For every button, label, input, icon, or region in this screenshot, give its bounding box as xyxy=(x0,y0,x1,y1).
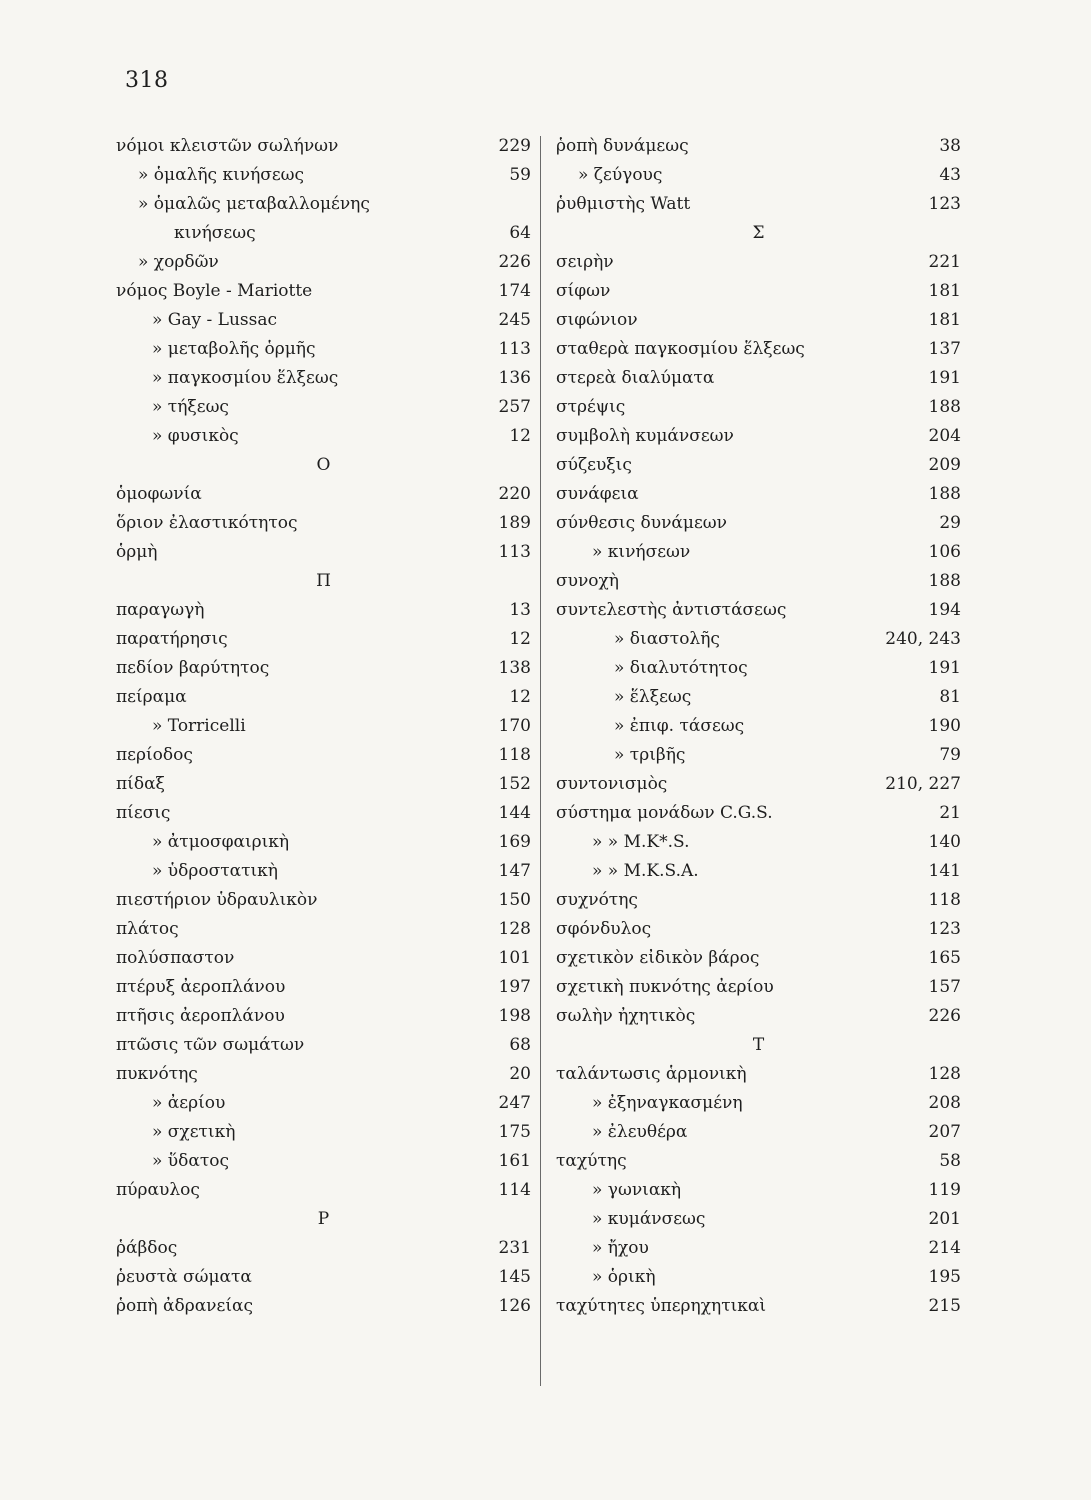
index-entry xyxy=(556,944,961,973)
index-entry xyxy=(556,1292,961,1321)
index-page-number: 12 xyxy=(509,426,531,446)
index-entry xyxy=(116,1147,531,1176)
index-entry xyxy=(116,625,531,654)
index-entry xyxy=(116,306,531,335)
index-entry xyxy=(556,1118,961,1147)
index-term: » ἐξηναγκασμένη xyxy=(592,1093,743,1113)
index-page-number: 29 xyxy=(939,513,961,533)
index-page-number: 128 xyxy=(498,919,531,939)
index-term: » ὑδροστατικὴ xyxy=(152,861,278,881)
section-letter-heading xyxy=(116,451,531,480)
index-term: » διαστολῆς xyxy=(614,629,720,649)
index-term: ταλάντωσις ἁρμονικὴ xyxy=(556,1064,747,1084)
index-term: ῥοπὴ δυνάμεως xyxy=(556,136,689,156)
index-entry xyxy=(116,219,531,248)
index-page-number: 231 xyxy=(498,1238,531,1258)
index-term: » διαλυτότητος xyxy=(614,658,748,678)
index-entry xyxy=(556,567,961,596)
index-page-number: 165 xyxy=(928,948,961,968)
index-page-number: 181 xyxy=(928,281,961,301)
index-term: » παγκοσμίου ἕλξεως xyxy=(152,368,339,388)
index-entry xyxy=(116,1292,531,1321)
index-page-number: 138 xyxy=(498,658,531,678)
index-page-number: 197 xyxy=(498,977,531,997)
index-term: συμβολὴ κυμάνσεων xyxy=(556,426,734,446)
index-page-number: 119 xyxy=(928,1180,961,1200)
index-page-number: 191 xyxy=(928,658,961,678)
index-page-number: 145 xyxy=(498,1267,531,1287)
index-page-number: 214 xyxy=(928,1238,961,1258)
section-letter: Σ xyxy=(752,223,765,243)
index-entry xyxy=(556,248,961,277)
index-term: πτῆσις ἀεροπλάνου xyxy=(116,1006,285,1026)
index-page-number: 144 xyxy=(498,803,531,823)
index-entry xyxy=(116,1002,531,1031)
index-entry xyxy=(556,190,961,219)
index-entry xyxy=(556,364,961,393)
index-term: σωλὴν ἠχητικὸς xyxy=(556,1006,696,1026)
index-entry xyxy=(556,770,961,799)
index-term: ταχύτης xyxy=(556,1151,627,1171)
index-entry xyxy=(556,538,961,567)
index-page-number: 221 xyxy=(928,252,961,272)
index-page-number: 68 xyxy=(509,1035,531,1055)
index-term: νόμοι κλειστῶν σωλήνων xyxy=(116,136,339,156)
index-term: ὁρμὴ xyxy=(116,542,158,562)
index-term: » ἐλευθέρα xyxy=(592,1122,688,1142)
index-term: πίεσις xyxy=(116,803,171,823)
index-entry xyxy=(556,625,961,654)
index-page-number: 81 xyxy=(939,687,961,707)
index-entry xyxy=(556,1176,961,1205)
index-page-number: 113 xyxy=(498,542,531,562)
index-entry xyxy=(556,1089,961,1118)
index-entry xyxy=(116,393,531,422)
index-term: στερεὰ διαλύματα xyxy=(556,368,715,388)
index-entry xyxy=(556,799,961,828)
index-entry xyxy=(116,277,531,306)
index-page-number: 161 xyxy=(498,1151,531,1171)
index-term: περίοδος xyxy=(116,745,193,765)
index-entry xyxy=(556,973,961,1002)
index-entry xyxy=(116,509,531,538)
index-entry xyxy=(556,277,961,306)
index-page-number: 191 xyxy=(928,368,961,388)
section-letter-heading xyxy=(556,1031,961,1060)
index-page-number: 195 xyxy=(928,1267,961,1287)
index-term: παρατήρησις xyxy=(116,629,228,649)
index-entry xyxy=(556,480,961,509)
index-term: συντονισμὸς xyxy=(556,774,668,794)
index-page-number: 245 xyxy=(498,310,531,330)
index-page-number: 13 xyxy=(509,600,531,620)
index-term: » τριβῆς xyxy=(614,745,686,765)
index-entry xyxy=(556,1263,961,1292)
index-page-number: 170 xyxy=(498,716,531,736)
index-page-number: 198 xyxy=(498,1006,531,1026)
section-letter: Π xyxy=(316,571,331,591)
index-entry xyxy=(556,335,961,364)
index-term: σύζευξις xyxy=(556,455,632,475)
index-page-number: 118 xyxy=(928,890,961,910)
index-term: πύραυλος xyxy=(116,1180,200,1200)
index-page-number: 113 xyxy=(498,339,531,359)
index-page-number: 247 xyxy=(498,1093,531,1113)
index-page-number: 152 xyxy=(498,774,531,794)
index-entry xyxy=(116,770,531,799)
index-page-number: 38 xyxy=(939,136,961,156)
index-term: ὁμοφωνία xyxy=(116,484,202,504)
index-page-number: 226 xyxy=(498,252,531,272)
index-entry xyxy=(556,1234,961,1263)
index-page-number: 194 xyxy=(928,600,961,620)
index-term: » ὁρικὴ xyxy=(592,1267,656,1287)
index-term: πίδαξ xyxy=(116,774,165,794)
index-entry xyxy=(116,857,531,886)
index-entry xyxy=(116,799,531,828)
index-entry xyxy=(556,393,961,422)
index-entry xyxy=(556,509,961,538)
index-term: παραγωγὴ xyxy=(116,600,205,620)
index-term: » ὁμαλῶς μεταβαλλομένης xyxy=(138,194,370,214)
index-page-number: 59 xyxy=(509,165,531,185)
index-entry xyxy=(556,161,961,190)
index-term: » ἕλξεως xyxy=(614,687,692,707)
index-entry xyxy=(116,538,531,567)
index-entry xyxy=(116,741,531,770)
index-term: πεδίον βαρύτητος xyxy=(116,658,270,678)
index-term: σύνθεσις δυνάμεων xyxy=(556,513,727,533)
section-letter: Ο xyxy=(316,455,331,475)
index-page-number: 189 xyxy=(498,513,531,533)
section-letter-heading xyxy=(556,219,961,248)
index-entry xyxy=(116,364,531,393)
index-entry xyxy=(116,915,531,944)
index-page-number: 229 xyxy=(498,136,531,156)
index-entry xyxy=(116,132,531,161)
index-page-number: 257 xyxy=(498,397,531,417)
index-term: πτῶσις τῶν σωμάτων xyxy=(116,1035,305,1055)
index-page-number: 181 xyxy=(928,310,961,330)
index-page-number: 204 xyxy=(928,426,961,446)
index-page-number: 190 xyxy=(928,716,961,736)
index-entry xyxy=(556,683,961,712)
index-page-number: 137 xyxy=(928,339,961,359)
index-entry xyxy=(556,422,961,451)
index-entry xyxy=(556,654,961,683)
index-page-number: 207 xyxy=(928,1122,961,1142)
index-entry xyxy=(556,132,961,161)
index-entry xyxy=(556,1147,961,1176)
index-term: » » M.K*.S. xyxy=(592,832,690,852)
index-entry xyxy=(116,1060,531,1089)
index-page-number: 150 xyxy=(498,890,531,910)
index-term: » φυσικὸς xyxy=(152,426,239,446)
index-term: στρέψις xyxy=(556,397,626,417)
index-page-number: 12 xyxy=(509,687,531,707)
index-entry xyxy=(556,596,961,625)
index-term: » χορδῶν xyxy=(138,252,219,272)
index-column-left xyxy=(116,132,531,1321)
section-letter: Τ xyxy=(752,1035,765,1055)
index-term: συνάφεια xyxy=(556,484,639,504)
index-page-number: 114 xyxy=(498,1180,531,1200)
index-page-number: 12 xyxy=(509,629,531,649)
index-entry xyxy=(116,161,531,190)
index-term: » ἤχου xyxy=(592,1238,649,1258)
page-number: 318 xyxy=(125,68,169,93)
index-page-number: 20 xyxy=(509,1064,531,1084)
index-term: ταχύτητες ὑπερηχητικαὶ xyxy=(556,1296,767,1316)
index-entry xyxy=(556,886,961,915)
index-page-number: 169 xyxy=(498,832,531,852)
index-term: συνοχὴ xyxy=(556,571,619,591)
index-term: » μεταβολῆς ὁρμῆς xyxy=(152,339,316,359)
index-term: σχετικὴ πυκνότης ἀερίου xyxy=(556,977,774,997)
index-term: πυκνότης xyxy=(116,1064,198,1084)
index-entry xyxy=(116,828,531,857)
index-term: πιεστήριον ὑδραυλικὸν xyxy=(116,890,318,910)
index-page-number: 226 xyxy=(928,1006,961,1026)
index-term: » ἀερίου xyxy=(152,1093,226,1113)
index-term: » τήξεως xyxy=(152,397,229,417)
index-page-number: 136 xyxy=(498,368,531,388)
index-entry xyxy=(556,828,961,857)
index-page-number: 140 xyxy=(928,832,961,852)
index-term: » Gay - Lussac xyxy=(152,310,278,330)
index-page-number: 174 xyxy=(498,281,531,301)
index-page-number: 141 xyxy=(928,861,961,881)
index-entry xyxy=(556,1060,961,1089)
index-page-number: 209 xyxy=(928,455,961,475)
index-page-number: 106 xyxy=(928,542,961,562)
index-term: πτέρυξ ἀεροπλάνου xyxy=(116,977,286,997)
index-page-number: 58 xyxy=(939,1151,961,1171)
index-entry xyxy=(556,1002,961,1031)
index-page-number: 123 xyxy=(928,919,961,939)
index-entry xyxy=(116,190,531,219)
index-page-number: 175 xyxy=(498,1122,531,1142)
index-page-number: 201 xyxy=(928,1209,961,1229)
index-page-number: 157 xyxy=(928,977,961,997)
index-term: » Torricelli xyxy=(152,716,246,736)
index-page-number: 79 xyxy=(939,745,961,765)
index-term: συχνότης xyxy=(556,890,638,910)
index-term: σιφώνιον xyxy=(556,310,638,330)
index-term: σίφων xyxy=(556,281,611,301)
index-term: σειρὴν xyxy=(556,252,614,272)
index-term: » κινήσεων xyxy=(592,542,691,562)
index-entry xyxy=(556,915,961,944)
index-page-number: 210, 227 xyxy=(885,774,961,794)
index-entry xyxy=(556,451,961,480)
index-term: συντελεστὴς ἀντιστάσεως xyxy=(556,600,787,620)
index-term: » ζεύγους xyxy=(578,165,663,185)
index-term: ῥευστὰ σώματα xyxy=(116,1267,252,1287)
index-page-number: 188 xyxy=(928,571,961,591)
index-page-number: 188 xyxy=(928,484,961,504)
index-page-number: 101 xyxy=(498,948,531,968)
column-divider xyxy=(540,136,541,1386)
index-entry xyxy=(116,335,531,364)
index-page-number: 128 xyxy=(928,1064,961,1084)
index-page-number: 240, 243 xyxy=(885,629,961,649)
index-term: ῥυθμιστὴς Watt xyxy=(556,194,691,214)
index-term: σύστημα μονάδων C.G.S. xyxy=(556,803,773,823)
index-entry xyxy=(116,1234,531,1263)
index-entry xyxy=(116,886,531,915)
index-page-number: 118 xyxy=(498,745,531,765)
index-entry xyxy=(116,1263,531,1292)
index-term: ῥάβδος xyxy=(116,1238,178,1258)
section-letter-heading xyxy=(116,567,531,596)
index-entry xyxy=(556,857,961,886)
index-page-number: 43 xyxy=(939,165,961,185)
index-term: » ἐπιφ. τάσεως xyxy=(614,716,745,736)
index-term: κινήσεως xyxy=(174,223,256,243)
index-entry xyxy=(116,712,531,741)
index-page-number: 220 xyxy=(498,484,531,504)
index-term: σφόνδυλος xyxy=(556,919,652,939)
index-entry xyxy=(116,1031,531,1060)
index-entry xyxy=(556,741,961,770)
index-term: νόμος Boyle - Mariotte xyxy=(116,281,313,301)
index-page-number: 147 xyxy=(498,861,531,881)
index-entry xyxy=(116,480,531,509)
index-term: » ὕδατος xyxy=(152,1151,230,1171)
index-term: » ἀτμοσφαιρικὴ xyxy=(152,832,290,852)
index-page-number: 215 xyxy=(928,1296,961,1316)
index-term: » κυμάνσεως xyxy=(592,1209,706,1229)
index-term: » ὁμαλῆς κινήσεως xyxy=(138,165,305,185)
index-entry xyxy=(116,1118,531,1147)
index-entry xyxy=(116,683,531,712)
index-page-number: 188 xyxy=(928,397,961,417)
index-term: σχετικὸν εἰδικὸν βάρος xyxy=(556,948,760,968)
index-entry xyxy=(116,973,531,1002)
index-term: πολύσπαστον xyxy=(116,948,235,968)
index-entry xyxy=(116,654,531,683)
index-entry xyxy=(116,596,531,625)
index-entry xyxy=(556,306,961,335)
index-term: ῥοπὴ ἀδρανείας xyxy=(116,1296,253,1316)
index-entry xyxy=(116,1089,531,1118)
index-term: πλάτος xyxy=(116,919,179,939)
index-page-number: 64 xyxy=(509,223,531,243)
index-term: » γωνιακὴ xyxy=(592,1180,682,1200)
index-term: πείραμα xyxy=(116,687,187,707)
index-page-number: 21 xyxy=(939,803,961,823)
index-entry xyxy=(556,712,961,741)
index-term: » σχετικὴ xyxy=(152,1122,236,1142)
index-entry xyxy=(116,1176,531,1205)
index-entry xyxy=(116,422,531,451)
index-term: σταθερὰ παγκοσμίου ἕλξεως xyxy=(556,339,805,359)
index-term: » » M.K.S.A. xyxy=(592,861,699,881)
index-term: ὅριον ἐλαστικότητος xyxy=(116,513,298,533)
section-letter-heading xyxy=(116,1205,531,1234)
index-entry xyxy=(556,1205,961,1234)
index-entry xyxy=(116,944,531,973)
section-letter: Ρ xyxy=(317,1209,330,1229)
index-page-number: 123 xyxy=(928,194,961,214)
index-page-number: 208 xyxy=(928,1093,961,1113)
index-column-right xyxy=(556,132,961,1321)
index-entry xyxy=(116,248,531,277)
index-page-number: 126 xyxy=(498,1296,531,1316)
